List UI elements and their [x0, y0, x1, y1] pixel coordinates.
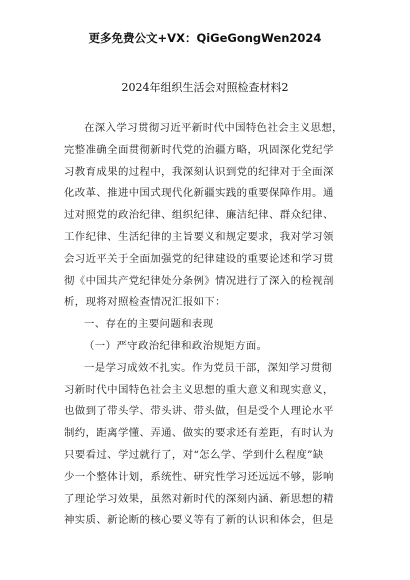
paragraph-line: 只要看过、学过就行了，对“怎么学、学到什么程度”缺: [64, 448, 324, 461]
paragraph-line: 习新时代中国特色社会主义思想的重大意义和现实意义，: [64, 383, 334, 396]
paragraph-line: 会习近平关于全面加强党的纪律建设的重要论述和学习贯: [64, 252, 334, 265]
paragraph-line: 析，现将对照检查情况汇报如下：: [64, 296, 226, 309]
paragraph-line: 完整准确全面贯彻新时代党的治疆方略，巩固深化党纪学: [64, 143, 334, 156]
paragraph-line: 神实质、新论断的核心要义等有了新的认识和体会，但是: [64, 514, 334, 527]
paragraph-line: 少一个整体计划，系统性、研究性学习还远远不够，影响: [64, 470, 334, 483]
paragraph-line: 过对照党的政治纪律、组织纪律、廉洁纪律、群众纪律、: [64, 209, 334, 222]
paragraph-line: 化改革、推进中国式现代化新疆实践的重要保障作用。通: [64, 187, 334, 200]
paragraph-line: 在深入学习贯彻习近平新时代中国特色社会主义思想，: [84, 122, 343, 134]
paragraph-line: 一是学习成效不扎实。作为党员干部，深知学习贯彻: [84, 361, 333, 374]
section-heading: 一、存在的主要问题和表现: [84, 318, 214, 331]
document-title: 2024年组织生活会对照检查材料2: [121, 81, 289, 94]
paragraph-line: 也做到了带头学、带头讲、带头做，但是受个人理论水平: [64, 405, 334, 418]
watermark-header: 更多免费公文+VX：QiGeGongWen2024: [88, 31, 322, 45]
paragraph-line: 工作纪律、生活纪律的主旨要义和规定要求，我对学习领: [64, 230, 334, 243]
subsection-heading: （一）严守政治纪律和政治规矩方面。: [84, 339, 268, 352]
paragraph-line: 习教育成果的过程中，我深刻认识到党的纪律对于全面深: [64, 165, 334, 178]
document-body: [64, 118, 349, 532]
paragraph-line: 彻《中国共产党纪律处分条例》情况进行了深入的检视剖: [64, 274, 334, 287]
paragraph-line: 了理论学习效果，虽然对新时代的深刻内涵、新思想的精: [64, 492, 334, 505]
paragraph-line: 制约，距离学懂、弄通、做实的要求还有差距，有时认为: [64, 427, 334, 440]
